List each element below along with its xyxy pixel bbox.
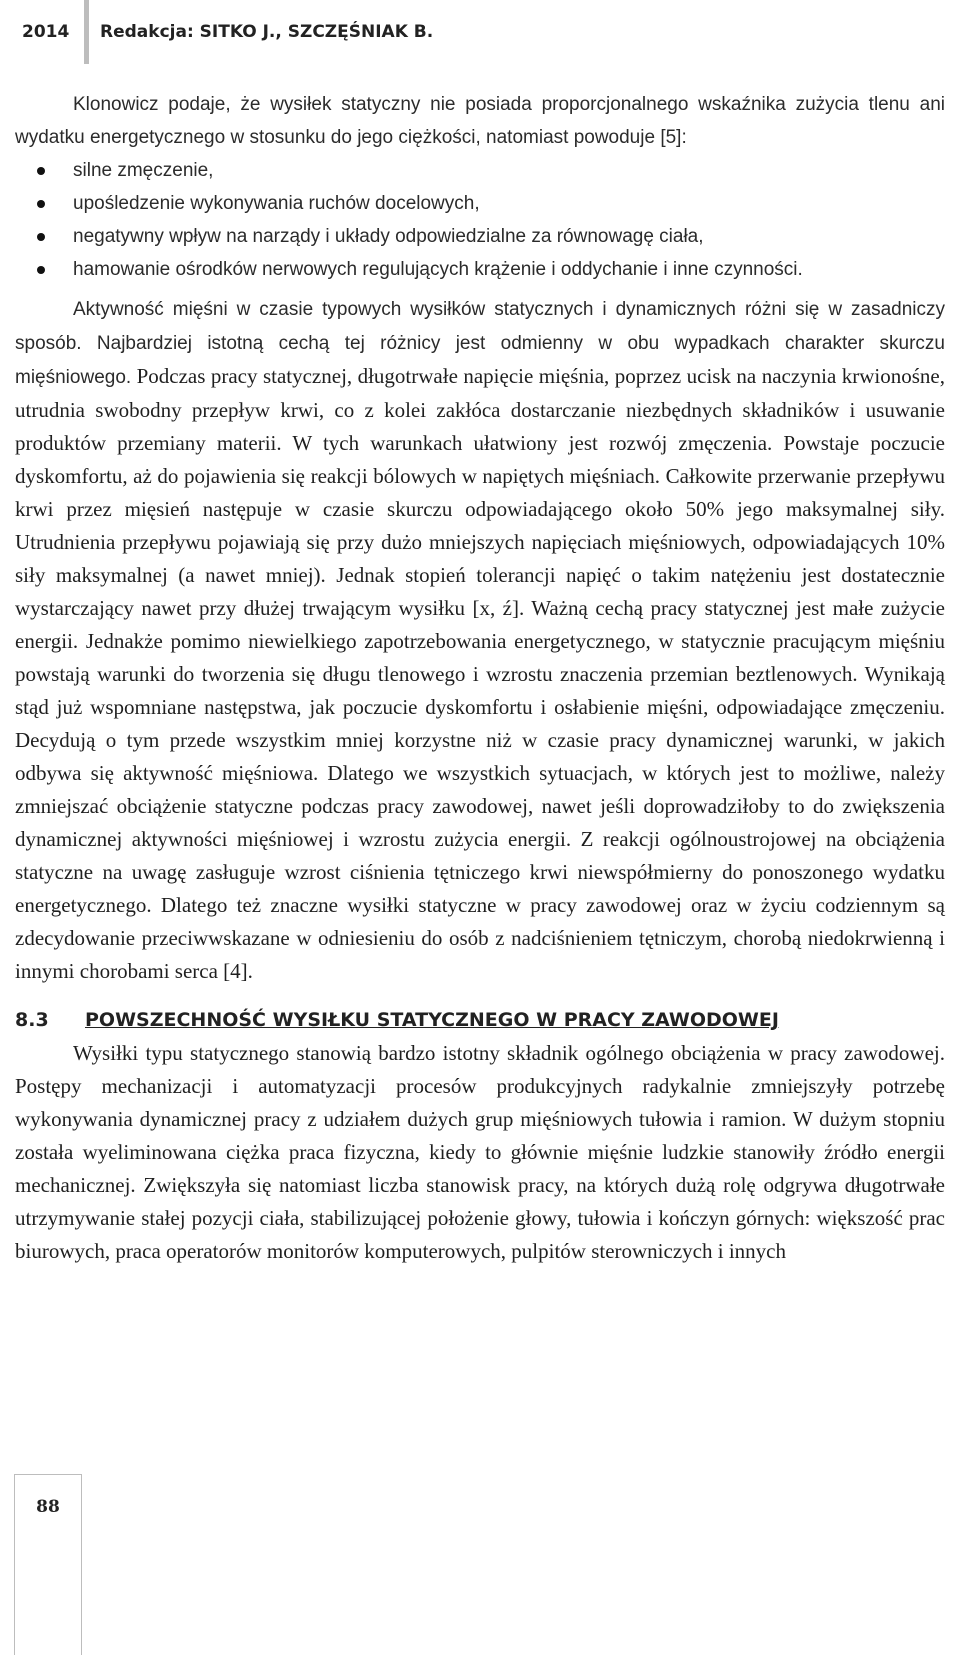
header-year: 2014 [22, 22, 70, 42]
page-number: 88 [36, 1497, 60, 1517]
list-item [15, 220, 945, 253]
section-paragraph: Wysiłki typu statycznego stanowią bardzo istotny składnik ogólnego obciążenia w pracy zawodowej. Postępy mechanizacji i automatyzacji procesów produkcyjnych radykalnie zmniejszyły potrzebę wykonywania dynamicznej pracy z udziałem dużych grup mięśniowych tułowia i ramion. W dużym stopniu została wyeliminowana ciężka praca fizyczna, kiedy to głównie mięśnie ludzkie stanowiły źródło energii mechanicznej. Zwiększyła się natomiast liczba stanowisk pracy, na których dużą rolę odgrywa długotrwałe utrzymywanie stałej pozycji ciała, stabilizującej położenie głowy, tułowia i kończyn górnych: większość prac biurowych, praca operatorów monitorów komputerowych, pulpitów sterowniczych i innych [15, 1041, 945, 1263]
bullet-list [15, 154, 945, 286]
bullet-icon [37, 167, 45, 175]
page-header [0, 0, 960, 64]
header-divider [84, 0, 89, 64]
list-item [15, 187, 945, 220]
list-item-text: negatywny wpływ na narządy i układy odpowiedzialne za równowagę ciała, [73, 226, 704, 247]
page-number-box [14, 1474, 82, 1655]
list-item-text: silne zmęczenie, [73, 160, 214, 181]
section-title: POWSZECHNOŚĆ WYSIŁKU STATYCZNEGO W PRACY ZAWODOWEJ [85, 1009, 779, 1031]
list-item [15, 154, 945, 187]
section-number: 8.3 [15, 1009, 49, 1031]
list-item-text: hamowanie ośrodków nerwowych regulujących krążenie i oddychanie i inne czynności. [73, 259, 803, 280]
list-item [15, 253, 945, 286]
page-content [15, 88, 945, 1268]
header-editors: Redakcja: SITKO J., SZCZĘŚNIAK B. [100, 22, 434, 42]
paragraph-lead: Aktywność mięśni w czasie typowych wysiłków statycznych i dynamicznych różni się w zasadniczy sposób. Najbardziej istotną cechą tej różnicy jest odmienny w obu wypadkach charakter skurczu mięśniowego. [15, 299, 945, 388]
paragraph-body: Podczas pracy statycznej, długotrwałe napięcie mięśnia, poprzez ucisk na naczynia krwionośne, utrudnia swobodny przepływ krwi, co z kolei zakłóca dostarczanie niezbędnych składników i usuwanie produktów przemiany materii. W tych warunkach ułatwiony jest rozwój zmęczenia. Powstaje poczucie dyskomfortu, aż do pojawienia się reakcji bólowych w napiętych mięśniach. Całkowite przerwanie przepływu krwi przez mięsień następuje w czasie skurczu odpowiadającego około 50% jego maksymalnej siły. Utrudnienia przepływu pojawiają się przy dużo mniejszych napięciach mięśniowych, odpowiadających 10% siły maksymalnej (a nawet mniej). Jednak stopień tolerancji napięć o takim natężeniu jest dostatecznie wystarczający nawet przy dłużej trwającym wysiłku [x, ź]. Ważną cechą pracy statycznej jest małe zużycie energii. Jednakże pomimo niewielkiego zapotrzebowania energetycznego, w statycznie pracującym mięśniu powstają warunki do tworzenia się długu tlenowego i wzrostu znaczenia przemian beztlenowych. Wynikają stąd już wspomniane następstwa, jak poczucie dyskomfortu i osłabienie mięśni, odpowiadające zmęczeniu. Decydują o tym przede wszystkim mniej korzystne niż w czasie pracy dynamicznej warunki, w jakich odbywa się aktywność mięśniowa. Dlatego we wszystkich sytuacjach, w których jest to możliwe, należy zmniejszać obciążenie statyczne podczas pracy zawodowej, nawet jeśli doprowadziłoby to do zwiększenia dynamicznej aktywności mięśniowej i wzrostu zużycia energii. Z reakcji ogólnoustrojowej na obciążenia statyczne na uwagę zasługuje wzrost ciśnienia tętniczego krwi niewspółmierny do ponoszonego wydatku energetycznego. Dlatego też znaczne wysiłki statyczne w pracy zawodowej oraz w życiu codziennym są zdecydowanie przeciwwskazane w odniesieniu do osób z nadciśnieniem tętniczym, chorobą niedokrwienną i innymi chorobami serca [4]. [15, 364, 945, 983]
intro-paragraph: Klonowicz podaje, że wysiłek statyczny nie posiada proporcjonalnego wskaźnika zużycia tlenu ani wydatku energetycznego w stosunku do jego ciężkości, natomiast powoduje [5]: [15, 94, 945, 148]
bullet-icon [37, 200, 45, 208]
list-item-text: upośledzenie wykonywania ruchów docelowych, [73, 193, 480, 214]
body-paragraph [15, 292, 945, 988]
section-heading [15, 1004, 945, 1037]
bullet-icon [37, 266, 45, 274]
bullet-icon [37, 233, 45, 241]
